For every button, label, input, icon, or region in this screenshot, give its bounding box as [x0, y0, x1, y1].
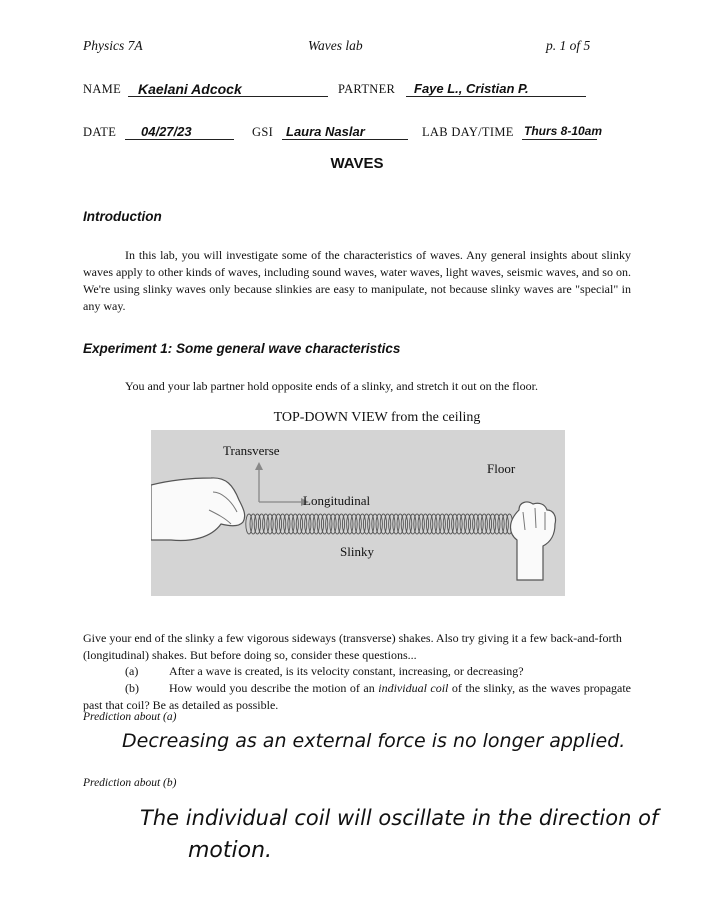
question-b-label: (b) — [125, 681, 139, 695]
date-value: 04/27/23 — [141, 124, 192, 139]
page-number: p. 1 of 5 — [546, 38, 591, 53]
label-transverse: Transverse — [223, 443, 280, 458]
right-hand-icon — [511, 502, 556, 580]
label-floor: Floor — [487, 461, 516, 476]
slinky-figure — [151, 430, 565, 596]
question-a: After a wave is created, is its velocity constant, increasing, or decreasing? — [169, 664, 524, 678]
name-label: NAME — [83, 82, 122, 96]
date-field[interactable] — [125, 124, 234, 140]
lab-title: Waves lab — [308, 38, 363, 53]
gsi-label: GSI — [252, 125, 274, 139]
question-b-text-post: of the slinky, as the waves propagate past that coil? Be as detailed as possible. — [83, 681, 632, 712]
partner-field[interactable] — [406, 81, 586, 97]
partner-value: Faye L., Cristian P. — [414, 81, 529, 96]
label-longitudinal: Longitudinal — [303, 493, 371, 508]
slinky-coils — [246, 514, 513, 534]
label-slinky: Slinky — [340, 544, 374, 559]
prediction-b-answer-line1[interactable]: The individual coil will oscillate in the direction of — [140, 806, 659, 830]
figure-title: TOP-DOWN VIEW from the ceiling — [273, 410, 481, 425]
question-a-label: (a) — [125, 664, 139, 678]
partner-label: PARTNER — [338, 82, 396, 96]
experiment1-setup: You and your lab partner hold opposite ends of a slinky, and stretch it out on the floor. — [125, 379, 538, 393]
left-hand-icon — [151, 478, 245, 541]
name-value: Kaelani Adcock — [138, 81, 242, 97]
question-b-text-pre: How would you describe the motion of an — [169, 681, 379, 695]
page-title: WAVES — [330, 155, 384, 172]
labtime-label: LAB DAY/TIME — [422, 125, 514, 139]
question-b-emphasis: individual coil — [378, 681, 449, 695]
prediction-b-label: Prediction about (b) — [83, 777, 177, 789]
gsi-field[interactable] — [282, 124, 408, 140]
name-field[interactable] — [128, 81, 328, 97]
introduction-heading: Introduction — [83, 209, 162, 224]
prediction-a-label: Prediction about (a) — [83, 711, 177, 723]
labtime-value: Thurs 8-10am — [524, 124, 603, 138]
transverse-arrowhead — [255, 462, 263, 470]
question-b — [83, 680, 631, 714]
prediction-a-answer[interactable]: Decreasing as an external force is no longer applied. — [122, 730, 626, 752]
course-name: Physics 7A — [83, 38, 143, 53]
introduction-text: In this lab, you will investigate some of the characteristics of waves. Any general insights about slinky waves apply to other kinds of waves, including sound waves, water waves, light waves, seismic waves, and so on. We're using slinky waves only because slinkies are easy to manipulate, not because slinky waves are "special" in any way. — [83, 248, 631, 313]
labtime-field[interactable] — [522, 124, 603, 140]
gsi-value: Laura Naslar — [286, 124, 365, 139]
date-label: DATE — [83, 125, 117, 139]
slinky-diagram — [151, 430, 565, 596]
experiment1-instructions: Give your end of the slinky a few vigorous sideways (transverse) shakes. Also try giving it a few back-and-forth (longitudinal) shakes. But before doing so, consider these questions... — [83, 631, 622, 662]
experiment1-heading: Experiment 1: Some general wave characteristics — [83, 341, 401, 356]
prediction-b-answer-line2[interactable]: motion. — [188, 838, 273, 863]
